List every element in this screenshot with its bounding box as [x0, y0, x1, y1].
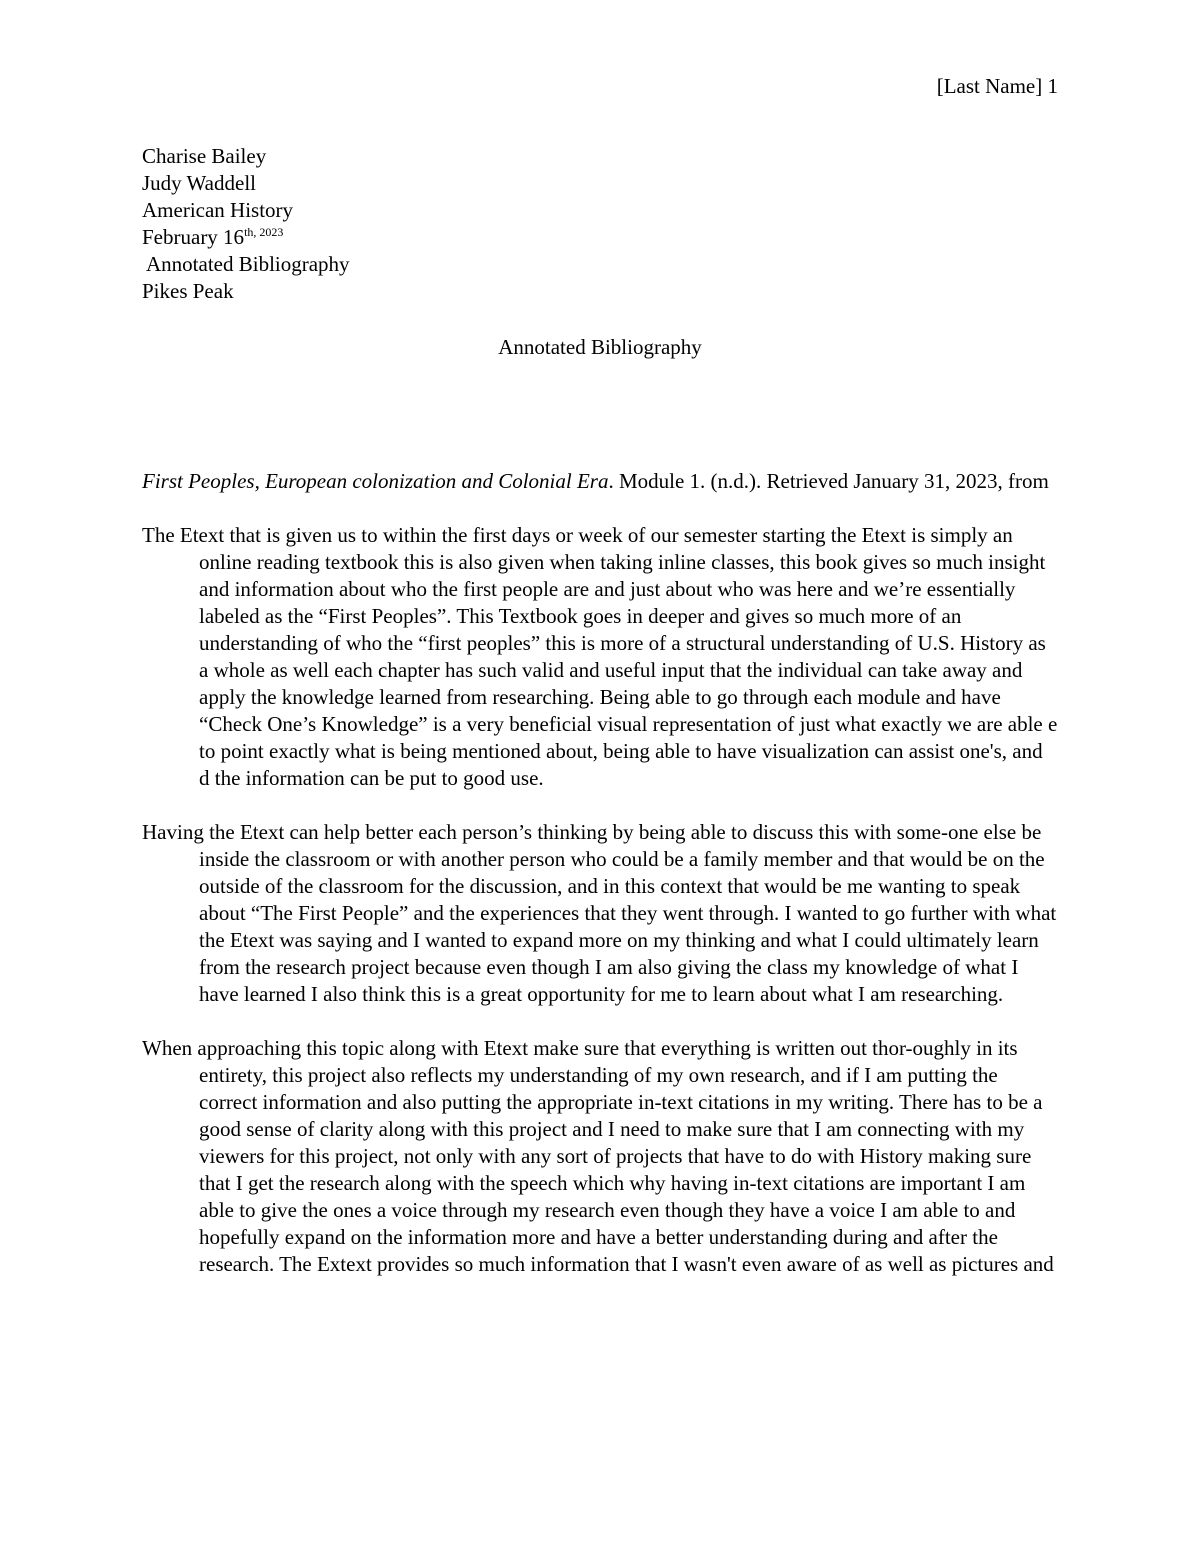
document-title: Annotated Bibliography: [498, 335, 702, 359]
running-head: [Last Name] 1: [936, 74, 1058, 98]
annotation-paragraph-3: When approaching this topic along with Etext make sure that everything is written out thor-oughly in its entirety, this project also reflects my understanding of my own research, and if I am putting the correct information and also putting the appropriate in-text citations in my writing. There has to be a good sense of clarity along with this project and I need to make sure that I am connecting with my viewers for this project, not only with any sort of projects that have to do with History making sure that I get the research along with the speech which why having in-text citations are important I am able to give the ones a voice through my research even though they have a voice I am able to and hopefully expand on the information more and have a better understanding during and after the research. The Extext provides so much information that I wasn't even aware of as well as pictures and: [142, 1036, 1054, 1276]
citation-details: . Module 1. (n.d.). Retrieved January 31, 2023, from: [608, 469, 1049, 493]
annotation-paragraph-1: The Etext that is given us to within the first days or week of our semester starting the Etext is simply an online reading textbook this is also given when taking inline classes, this book gives so much insight and information about who the first people are and just about who was here and we’re essentially labeled as the “First Peoples”. This Textbook goes in deeper and gives so much more of an understanding of who the “first peoples” this is more of a structural understanding of U.S. History as a whole as well each chapter has such valid and useful input that the individual can take away and apply the knowledge learned from researching. Being able to go through each module and have “Check One’s Knowledge” is a very beneficial visual representation of just what exactly we are able e to point exactly what is being mentioned about, being able to have visualization can assist one's, and d the information can be put to good use.: [142, 523, 1058, 790]
course-name: American History: [142, 198, 294, 222]
bibliography-body: [142, 468, 1058, 1278]
citation-title: First Peoples, European colonization and Colonial Era: [142, 469, 609, 493]
school-name: Pikes Peak: [142, 279, 234, 303]
date-main: February 16: [142, 225, 245, 249]
student-name: Charise Bailey: [142, 144, 267, 168]
assignment-name: Annotated Bibliography: [146, 252, 350, 276]
date-superscript: th, 2023: [244, 225, 284, 239]
instructor-name: Judy Waddell: [142, 171, 256, 195]
annotation-paragraph-2: Having the Etext can help better each person’s thinking by being able to discuss this with some-one else be inside the classroom or with another person who could be a family member and that would be on the outside of the classroom for the discussion, and in this context that would be me wanting to speak about “The First People” and the experiences that they went through. I wanted to go further with what the Etext was saying and I wanted to expand more on my thinking and what I could ultimately learn from the research project because even though I am also giving the class my knowledge of what I have learned I also think this is a great opportunity for me to learn about what I am researching.: [142, 820, 1057, 1006]
student-info-block: [142, 143, 742, 305]
assignment-date: [142, 224, 742, 251]
citation-entry: [142, 468, 1058, 495]
